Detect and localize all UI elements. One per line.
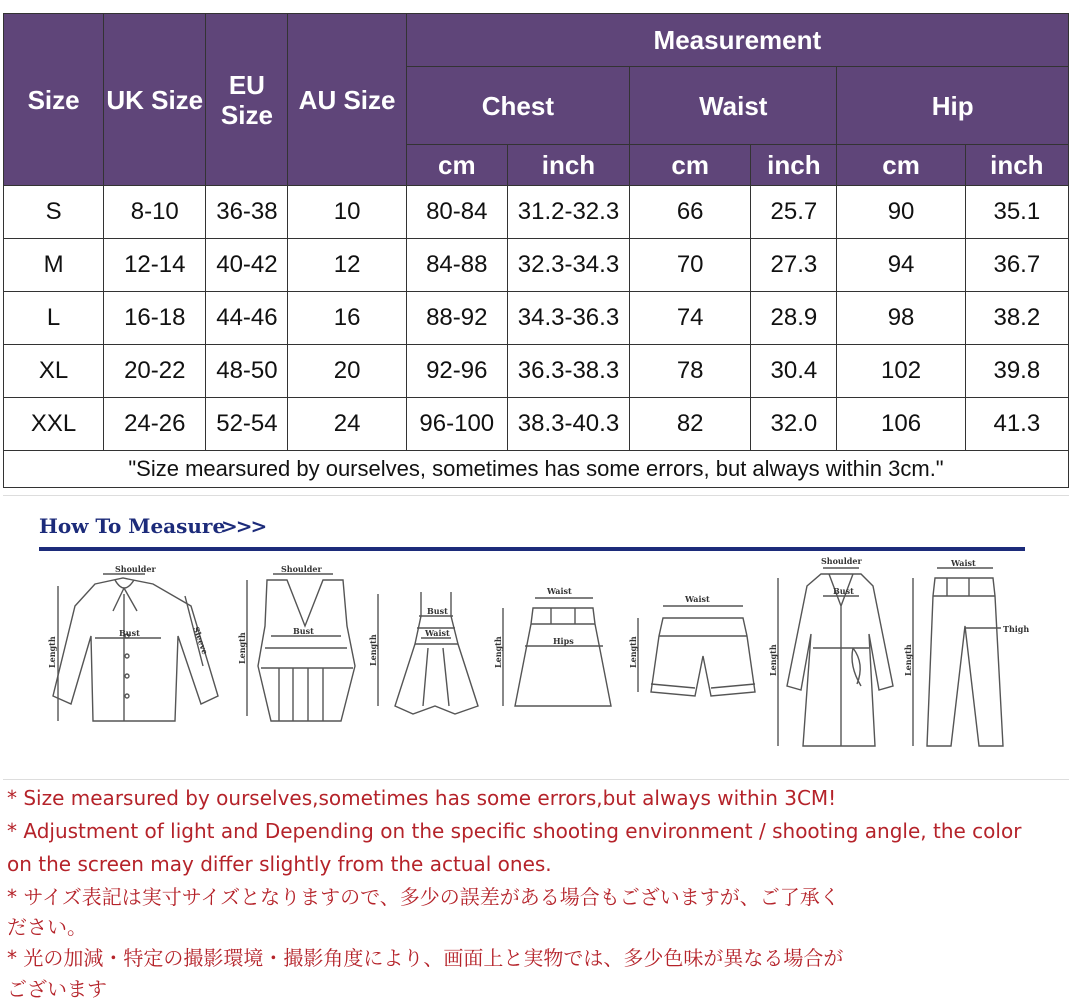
how-to-measure-arrows: >>> [221,514,266,538]
cell-waist-inch: 28.9 [751,292,837,345]
cell-eu: 44-46 [206,292,288,345]
cell-chest-cm: 80-84 [406,186,507,239]
table-row [4,345,1069,398]
trousers-diagram [913,568,1003,746]
cell-hip-inch: 38.2 [965,292,1068,345]
label-length-trousers: Length [903,644,913,676]
label-bust-blouse: Bust [119,628,140,638]
header-unit-hip-cm: cm [837,145,965,186]
size-chart-table [3,13,1069,488]
label-length-shorts: Length [628,636,638,668]
label-shoulder-tank: Shoulder [281,564,322,574]
label-waist-shorts: Waist [685,594,710,604]
cell-au: 20 [288,345,406,398]
cell-waist-cm: 82 [630,398,751,451]
cell-chest-inch: 36.3-38.3 [507,345,629,398]
cell-chest-inch: 38.3-40.3 [507,398,629,451]
note-jp-2-line1: * 光の加減・特定の撮影環境・撮影角度により、画面上と実物では、多少色味が異なる場合が [7,946,844,970]
cell-waist-cm: 74 [630,292,751,345]
label-thigh: Thigh [1003,624,1030,634]
label-shoulder-blouse: Shoulder [115,564,156,574]
header-au-size: AU Size [288,14,406,186]
header-unit-hip-inch: inch [965,145,1068,186]
cell-chest-cm: 88-92 [406,292,507,345]
cell-waist-inch: 30.4 [751,345,837,398]
cell-hip-cm: 106 [837,398,965,451]
cell-eu: 40-42 [206,239,288,292]
cell-chest-cm: 92-96 [406,345,507,398]
cell-uk: 20-22 [104,345,206,398]
how-to-measure-title: How To Measure [39,514,226,538]
cell-size: S [4,186,104,239]
header-chest: Chest [406,67,629,145]
table-note: "Size mearsured by ourselves, sometimes has some errors, but always within 3cm." [4,451,1069,488]
tank-top-diagram [247,574,355,721]
label-length-skirt: Length [493,636,503,668]
header-uk-size: UK Size [104,14,206,186]
label-length-blouse: Length [47,636,57,668]
cell-chest-cm: 84-88 [406,239,507,292]
note-jp-1-line2: ださい。 [7,915,87,939]
title-underline [39,547,1025,551]
notes-section [3,779,1069,1006]
table-row [4,239,1069,292]
cell-eu: 52-54 [206,398,288,451]
cell-uk: 12-14 [104,239,206,292]
note-en-2-line1: * Adjustment of light and Depending on the specific shooting environment / shooting angle, the color [7,819,1022,843]
label-length-tank: Length [237,632,247,664]
cell-waist-cm: 66 [630,186,751,239]
cell-hip-cm: 94 [837,239,965,292]
note-en-2-line2: on the screen may differ slightly from the actual ones. [7,852,552,876]
label-length-dress: Length [368,634,378,666]
cell-hip-cm: 98 [837,292,965,345]
cell-size: XL [4,345,104,398]
how-to-measure-section [3,495,1069,779]
header-measurement: Measurement [406,14,1068,67]
header-waist: Waist [630,67,837,145]
header-size: Size [4,14,104,186]
cell-waist-inch: 27.3 [751,239,837,292]
label-waist-skirt: Waist [547,586,572,596]
cell-hip-inch: 36.7 [965,239,1068,292]
cell-chest-cm: 96-100 [406,398,507,451]
label-length-coat: Length [768,644,778,676]
cell-chest-inch: 31.2-32.3 [507,186,629,239]
cell-chest-inch: 34.3-36.3 [507,292,629,345]
cell-size: XXL [4,398,104,451]
cell-au: 10 [288,186,406,239]
note-jp-1-line1: * サイズ表記は実寸サイズとなりますので、多少の誤差がある場合もございますが、ご了承く [7,885,840,909]
table-row [4,398,1069,451]
label-hips-skirt: Hips [553,636,574,646]
table-row [4,186,1069,239]
header-unit-chest-cm: cm [406,145,507,186]
label-waist-trousers: Waist [951,558,976,568]
note-jp-2-line2: ございます [7,977,107,1001]
cell-size: L [4,292,104,345]
skirt-diagram [503,598,611,706]
header-hip: Hip [837,67,1069,145]
shorts-diagram [638,606,755,696]
cell-chest-inch: 32.3-34.3 [507,239,629,292]
cell-uk: 16-18 [104,292,206,345]
label-bust-dress: Bust [427,606,448,616]
cell-hip-inch: 35.1 [965,186,1068,239]
cell-waist-cm: 70 [630,239,751,292]
cell-eu: 48-50 [206,345,288,398]
cell-hip-inch: 39.8 [965,345,1068,398]
cell-au: 12 [288,239,406,292]
header-unit-chest-inch: inch [507,145,629,186]
label-sleeve: Sleeve [191,625,211,656]
cell-waist-inch: 32.0 [751,398,837,451]
header-unit-waist-cm: cm [630,145,751,186]
note-en-1: * Size mearsured by ourselves,sometimes has some errors,but always within 3CM! [7,786,837,810]
header-eu-size: EU Size [206,14,288,186]
label-waist-dress: Waist [425,628,450,638]
garment-diagrams [3,556,1069,778]
label-shoulder-coat: Shoulder [821,556,862,566]
cell-waist-inch: 25.7 [751,186,837,239]
cell-au: 16 [288,292,406,345]
cell-au: 24 [288,398,406,451]
cell-hip-cm: 90 [837,186,965,239]
blouse-diagram [53,574,218,721]
label-bust-tank: Bust [293,626,314,636]
cell-uk: 8-10 [104,186,206,239]
cell-uk: 24-26 [104,398,206,451]
header-unit-waist-inch: inch [751,145,837,186]
label-bust-coat: Bust [833,586,854,596]
cell-hip-cm: 102 [837,345,965,398]
cell-hip-inch: 41.3 [965,398,1068,451]
cell-waist-cm: 78 [630,345,751,398]
cell-eu: 36-38 [206,186,288,239]
cell-size: M [4,239,104,292]
table-row [4,292,1069,345]
